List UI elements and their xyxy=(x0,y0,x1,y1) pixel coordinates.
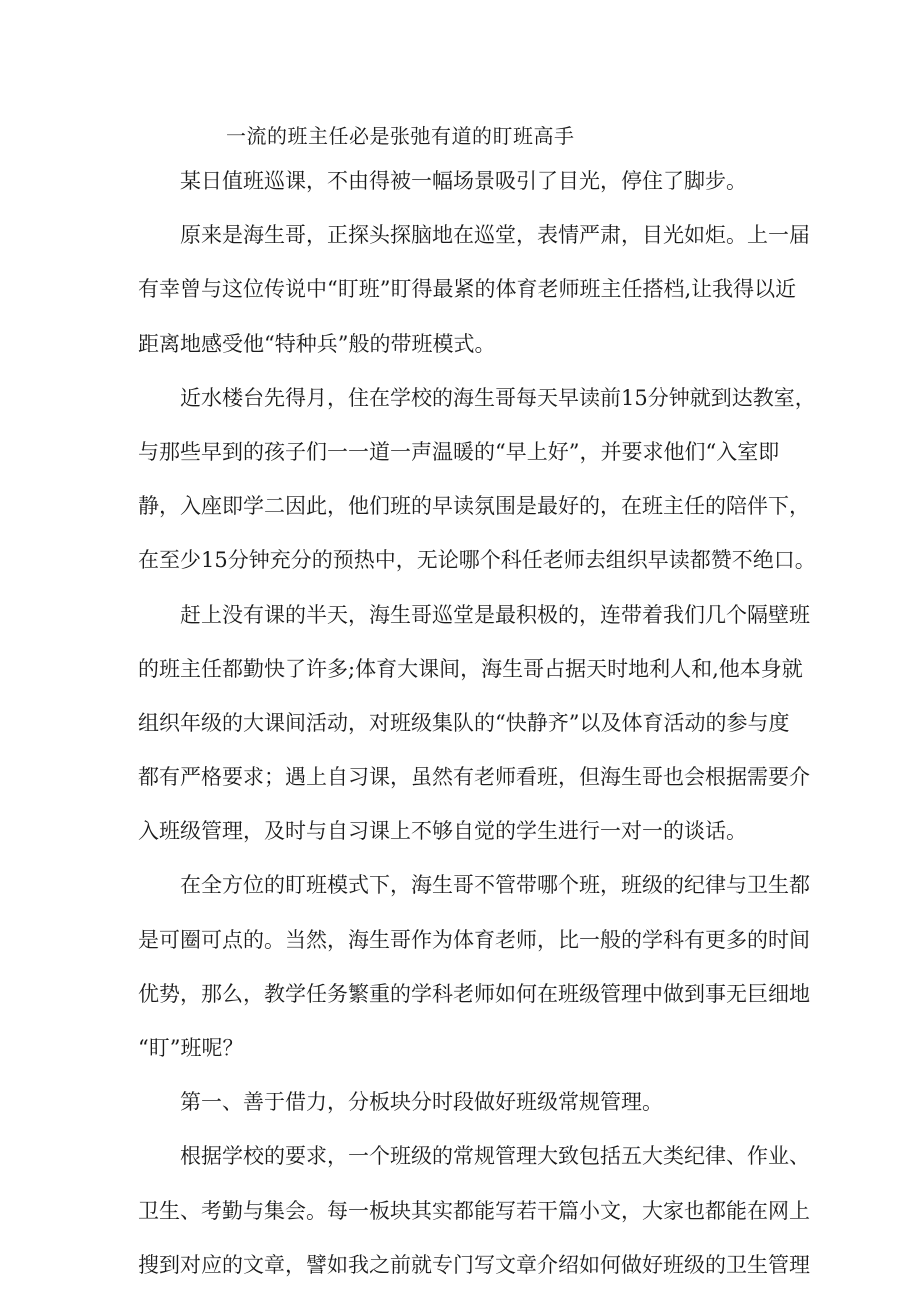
text-line: 原来是海生哥，正探头探脑地在巡堂，表情严肃，目光如炬。上一届 xyxy=(180,223,810,248)
text-line: 某日值班巡课，不由得被一幅场景吸引了目光，停住了脚步。 xyxy=(180,169,747,193)
text-line: 卫生、考勤与集会。每一板块其实都能写若干篇小文，大家也都能在网上 xyxy=(138,1198,810,1223)
text-line: 组织年级的大课间活动，对班级集队的“快静齐”以及体育活动的参与度 xyxy=(138,710,790,735)
text-line: 都有严格要求；遇上自习课，虽然有老师看班，但海生哥也会根据需要介 xyxy=(138,765,810,790)
text-line: 静，入座即学二因此，他们班的早读氛围是最好的，在班主任的陪伴下， xyxy=(138,494,810,519)
document-title: 一流的班主任必是张弛有道的盯班高手 xyxy=(226,124,575,148)
text-line: 的班主任都勤快了许多;体育大课间，海生哥占据天时地利人和,他本身就 xyxy=(138,656,803,681)
text-line: “盯”班呢？ xyxy=(138,1036,244,1060)
text-line: 优势，那么，教学任务繁重的学科老师如何在班级管理中做到事无巨细地 xyxy=(138,981,810,1006)
text-line: 在全方位的盯班模式下，海生哥不管带哪个班，班级的纪律与卫生都 xyxy=(180,873,810,898)
text-line: 第一、善于借力，分板块分时段做好班级常规管理。 xyxy=(180,1090,663,1115)
paragraph-3 xyxy=(138,371,816,588)
paragraph-7 xyxy=(138,1129,810,1292)
paragraph-2 xyxy=(138,208,810,371)
paragraph-6 xyxy=(138,1075,798,1129)
text-line: 有幸曾与这位传说中“盯班”盯得最紧的体育老师班主任搭档,让我得以近 xyxy=(138,277,797,302)
text-line: 根据学校的要求，一个班级的常规管理大致包括五大类纪律、作业、 xyxy=(180,1144,810,1169)
text-line: 与那些早到的孩子们一一道一声温暖的“早上好”，并要求他们“入室即 xyxy=(138,439,780,464)
document-body xyxy=(138,154,816,1292)
paragraph-5 xyxy=(138,858,810,1075)
text-line: 是可圈可点的。当然，海生哥作为体育老师，比一般的学科有更多的时间 xyxy=(138,927,810,952)
paragraph-1 xyxy=(138,154,798,208)
paragraph-4 xyxy=(138,588,810,859)
text-line: 赶上没有课的半天，海生哥巡堂是最积极的，连带着我们几个隔壁班 xyxy=(180,602,810,627)
text-line: 搜到对应的文章，譬如我之前就专门写文章介绍如何做好班级的卫生管理 xyxy=(138,1252,810,1277)
text-line: 距离地感受他“特种兵”般的带班模式。 xyxy=(138,331,496,356)
text-line: 在至少15分钟充分的预热中，无论哪个科任老师去组织早读都赞不绝口。 xyxy=(138,548,816,573)
text-line: 近水楼台先得月，住在学校的海生哥每天早读前15分钟就到达教室， xyxy=(180,385,816,410)
text-line: 入班级管理，及时与自习课上不够自觉的学生进行一对一的谈话。 xyxy=(138,819,747,844)
